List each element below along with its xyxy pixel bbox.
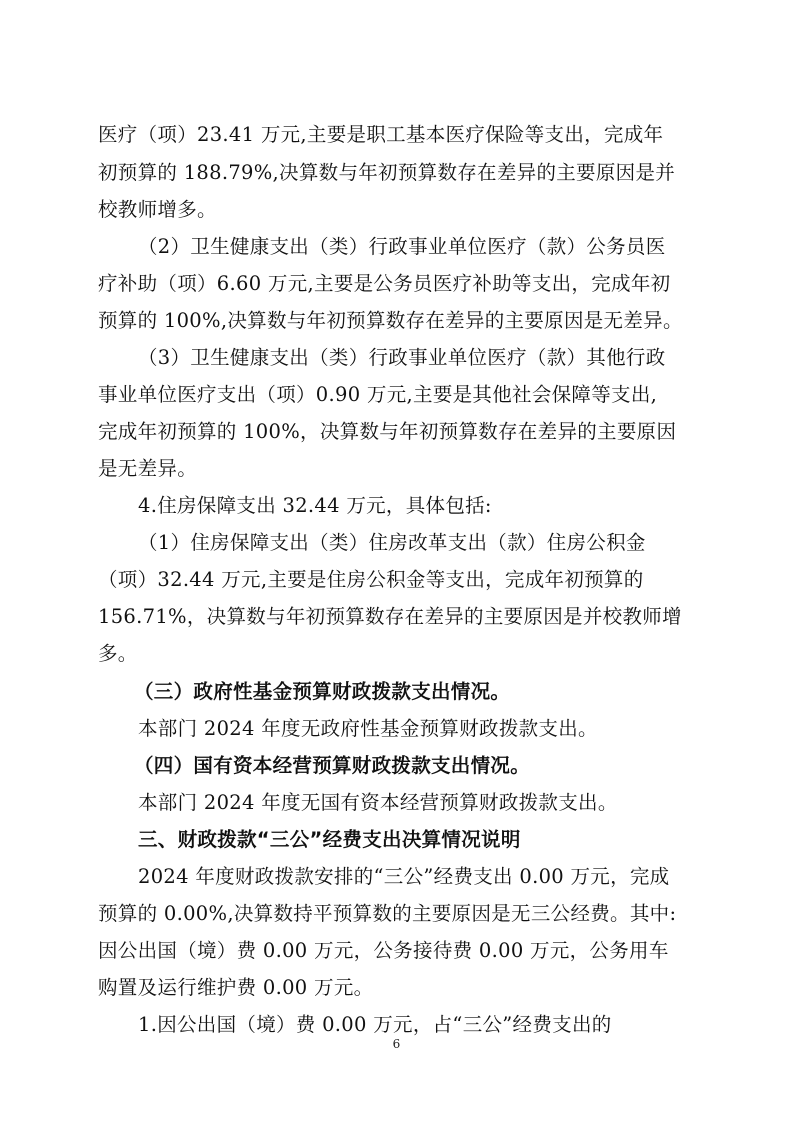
text-line: 疗补助（项）6.60 万元,主要是公务员医疗补助等支出，完成年初 [98, 272, 671, 295]
text-line: （项）32.44 万元,主要是住房公积金等支出，完成年初预算的 [98, 568, 644, 591]
text-line: 多。 [98, 642, 138, 665]
text-line: 事业单位医疗支出（项）0.90 万元,主要是其他社会保障等支出, [98, 383, 658, 406]
text-line: （3）卫生健康支出（类）行政事业单位医疗（款）其他行政 [138, 346, 666, 369]
text-line: 预算的 100%,决算数与年初预算数存在差异的主要原因是无差异。 [98, 309, 683, 332]
text-line: 初预算的 188.79%,决算数与年初预算数存在差异的主要原因是并 [98, 161, 676, 184]
section-heading: （四）国有资本经营预算财政拨款支出情况。 [134, 754, 531, 777]
text-line: （2）卫生健康支出（类）行政事业单位医疗（款）公务员医 [138, 235, 666, 258]
text-line: 完成年初预算的 100%，决算数与年初预算数存在差异的主要原因 [98, 420, 677, 443]
text-line: 预算的 0.00%,决算数持平预算数的主要原因是无三公经费。其中: [98, 902, 677, 925]
text-line: 校教师增多。 [98, 198, 217, 221]
text-line: 是无差异。 [98, 457, 198, 480]
text-line: 2024 年度财政拨款安排的“三公”经费支出 0.00 万元，完成 [138, 865, 670, 888]
text-line: 1.因公出国（境）费 0.00 万元，占“三公”经费支出的 [138, 1013, 612, 1036]
page-number: 6 [392, 1037, 401, 1051]
section-heading: 三、财政拨款“三公”经费支出决算情况说明 [138, 828, 521, 851]
text-line: 4.住房保障支出 32.44 万元，具体包括: [138, 494, 492, 517]
text-line: 医疗（项）23.41 万元,主要是职工基本医疗保险等支出，完成年 [98, 123, 664, 146]
text-line: 购置及运行维护费 0.00 万元。 [98, 976, 374, 999]
text-line: 156.71%，决算数与年初预算数存在差异的主要原因是并校教师增 [98, 605, 682, 628]
text-line: （1）住房保障支出（类）住房改革支出（款）住房公积金 [138, 531, 646, 554]
text-line: 本部门 2024 年度无政府性基金预算财政拨款支出。 [138, 717, 598, 740]
section-heading: （三）政府性基金预算财政拨款支出情况。 [134, 680, 511, 703]
text-line: 因公出国（境）费 0.00 万元，公务接待费 0.00 万元，公务用车 [98, 939, 669, 962]
text-line: 本部门 2024 年度无国有资本经营预算财政拨款支出。 [138, 791, 618, 814]
